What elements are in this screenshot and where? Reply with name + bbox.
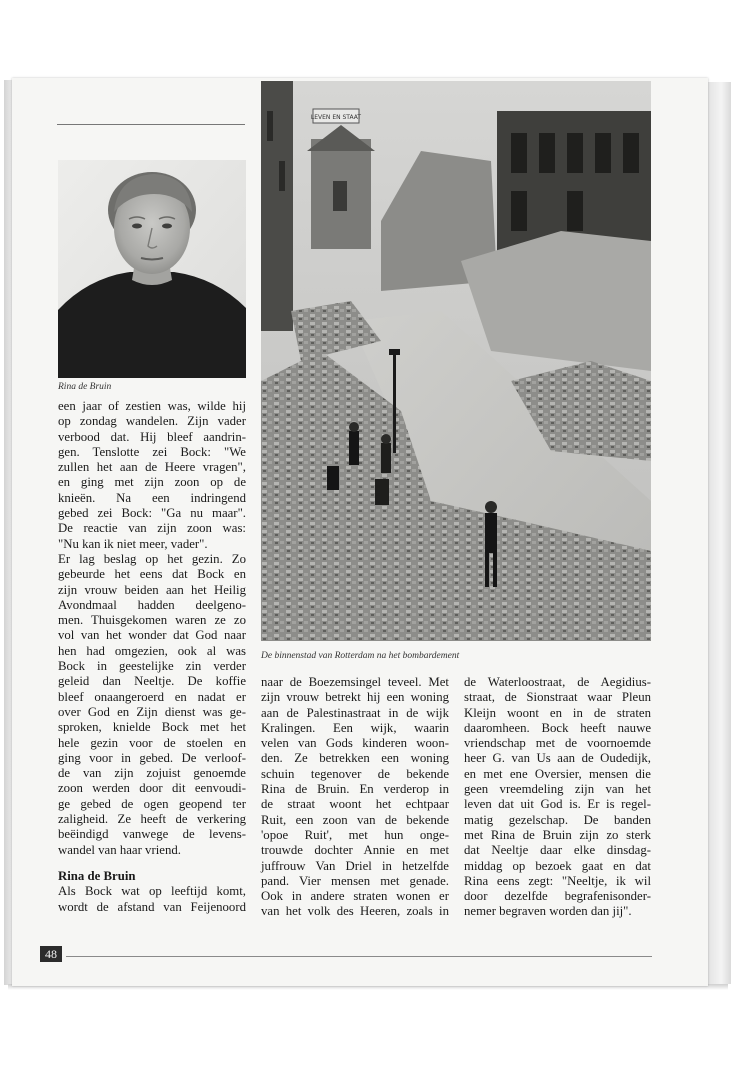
section-subheading: Rina de Bruin [58, 868, 136, 883]
column3-line: matig gezelschap. De banden [464, 812, 651, 827]
column1-line: geleid dan Neeltje. De koffie [58, 674, 246, 689]
column2-line: Kralingen. Een wijk, waarin [261, 720, 449, 735]
column3-line: nemer begraven worden dan jij". [464, 904, 632, 919]
column2-line: aan de Palestinastraat in de wijk [261, 705, 449, 720]
column2-line: Rina de Bruin. En verderop in [261, 782, 449, 797]
column1-line: wordt de afstand van Feijenoord [58, 899, 246, 914]
column3-line: vriendschap met de voornoemde [464, 736, 651, 751]
column3-line: leven dat uit God is. Er is regel- [464, 797, 651, 812]
column2-line: zijn vrouw betrekt hij een woning [261, 690, 449, 705]
portrait-caption: Rina de Bruin [58, 382, 112, 392]
column1-line: sproken, knielde Bock met het [58, 720, 246, 735]
book-page-edges [706, 82, 731, 984]
ruins-illustration [261, 81, 651, 641]
column1-line: zoon werden door dit eenvoudi- [58, 781, 246, 796]
column1-line: gen. Tenslotte zei Bock: "We [58, 444, 246, 459]
column1-line: Er lag beslag op het gezin. Zo [58, 551, 246, 566]
column1-line: de van zijn zojuist genoemde [58, 766, 246, 781]
column1-line: vol van het wonder dat God naar [58, 628, 246, 643]
column1-line: zullen het aan de Heere vragen", [58, 460, 246, 475]
column1-line: en ging met zijn zoon op de [58, 475, 246, 490]
top-rule [57, 124, 245, 125]
photo-caption: De binnenstad van Rotterdam na het bombardement [261, 651, 460, 661]
rotterdam-ruins-photo [261, 81, 651, 641]
column1-line: bleef onaangeroerd en nadat er [58, 689, 246, 704]
column3-line: middag op bezoek gaat en dat [464, 858, 651, 873]
column1-line: ging voor in gebed. De verloof- [58, 750, 246, 765]
page-number: 48 [40, 946, 62, 962]
column1-line: knieën. Na een indringend [58, 490, 246, 505]
column1-line: wandel van haar vriend. [58, 842, 181, 857]
column1-line: zijn vrouw beiden aan het Heilig [58, 582, 246, 597]
column1-line: "Nu kan ik niet meer, vader". [58, 536, 208, 551]
column1-line: Bock in geestelijke zin verder [58, 659, 246, 674]
portrait-illustration [58, 160, 246, 378]
text-column-2 [261, 675, 449, 920]
column3-line: Kleijn woont en in de straten [464, 705, 651, 720]
column1-line: op zondag wandelen. Zijn vader [58, 414, 246, 429]
column1-line: Avondmaal hadden deelgeno- [58, 597, 246, 612]
column1-line: hen had omgezien, ook al was [58, 643, 246, 658]
text-column-1 [58, 399, 246, 915]
column1-line: over God en Zijn dienst was ge- [58, 704, 246, 719]
column3-line: geen vreemdeling zijn van het [464, 782, 651, 797]
column1-line: Als Bock wat op leeftijd komt, [58, 884, 246, 899]
column1-line: gebed zei Bock: "Ga nu maar". [58, 506, 246, 521]
column3-line: straat, de Sionstraat waar Pleun [464, 690, 651, 705]
column3-line: met Rina de Bruin zijn zo sterk [464, 827, 651, 842]
column3-line: daaromheen. Bock heeft nauwe [464, 720, 651, 735]
column1-line: een jaar of zestien was, wilde hij [58, 399, 246, 413]
column2-line: de straat woont het echtpaar [261, 797, 449, 812]
column3-line: en met ene Oversier, mensen die [464, 766, 651, 781]
portrait-photo [58, 160, 246, 378]
column3-line: de Waterloostraat, de Aegidius- [464, 675, 651, 689]
column2-line: van het volk des Heeren, zoals in [261, 904, 449, 919]
column2-line: Ruit, een zoon van de bekende [261, 812, 449, 827]
column3-line: heer G. van Us aan de Oudedijk, [464, 751, 651, 766]
column3-line: dat Neeltje daar elke dinsdag- [464, 843, 651, 858]
column1-line: gebeurde het eens dat Bock en [58, 567, 246, 582]
column2-line: den. Ze betrekken een woning [261, 751, 449, 766]
roof-sign-text: LEVEN EN STAAT [310, 114, 362, 121]
column1-line: ge gebed de ogen geopend ter [58, 796, 246, 811]
column2-line: velen van Gods kinderen woon- [261, 736, 449, 751]
column1-line: zaligheid. Ze heeft de verkering [58, 812, 246, 827]
column3-line: door dezelfde begrafenisonder- [464, 889, 651, 904]
column2-line: trouwde dochter Annie en met [261, 843, 449, 858]
column3-line: Rina eens zegt: "Neeltje, ik wil [464, 873, 651, 888]
text-column-3 [464, 675, 651, 920]
bottom-rule [66, 956, 652, 957]
column2-line: pand. Vier mensen met genade. [261, 873, 449, 888]
column1-line: beëindigd vanwege de levens- [58, 827, 246, 842]
column1-line: verbood dat. Hij bleef aandrin- [58, 429, 246, 444]
column2-line: 'opoe Ruit', met hun onge- [261, 827, 449, 842]
column1-line: hele gezin voor de stoelen en [58, 735, 246, 750]
column2-line: juffrouw Van Driel in hetzelfde [261, 858, 449, 873]
column2-line: schuin tegenover de bekende [261, 766, 449, 781]
column2-line: naar de Boezemsingel teveel. Met [261, 675, 449, 689]
column1-line: men. Thuisgekomen waren ze zo [58, 613, 246, 628]
column1-line: De reactie van zijn zoon was: [58, 521, 246, 536]
column2-line: Ook in andere straten wonen er [261, 889, 449, 904]
